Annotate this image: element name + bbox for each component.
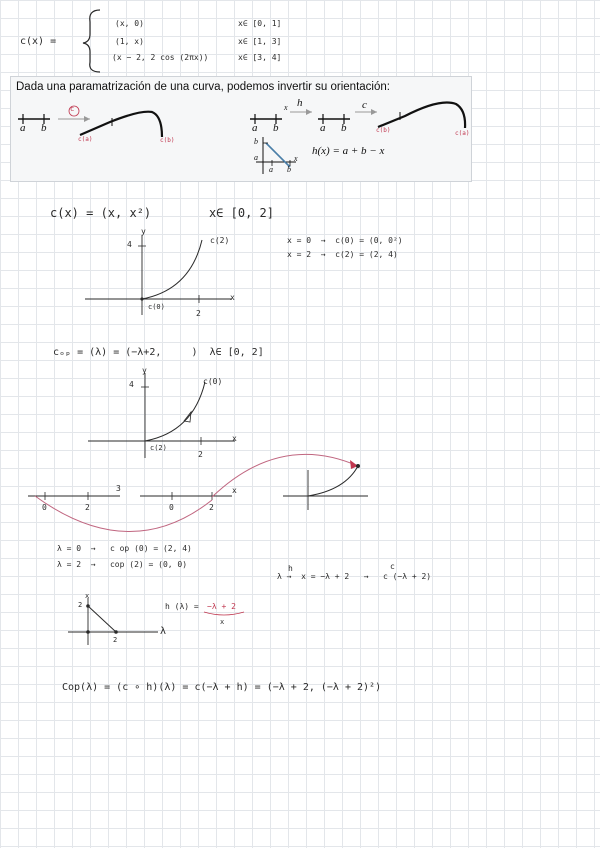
- c-function-label: c(x) =: [20, 36, 57, 47]
- h-definition: h (λ) =: [165, 602, 199, 611]
- graph-2-x-axis: x: [232, 434, 237, 443]
- graph-1-tick-y: 4: [127, 240, 132, 249]
- h-under-label: x: [220, 618, 225, 626]
- triangle-tick-x: 2: [113, 636, 118, 644]
- mid-b-label: b: [341, 122, 347, 134]
- graph-1-y-axis: y: [141, 227, 146, 236]
- graph-a-label: a: [254, 153, 258, 162]
- case-1-domain: x∈ [0, 1]: [238, 19, 282, 28]
- line-label-3: 3: [116, 484, 121, 493]
- graph-2-y-axis: y: [142, 366, 147, 375]
- triangle-lambda: λ: [160, 626, 167, 637]
- graph-1-start-label: c(0): [148, 303, 165, 311]
- h-map-label: h: [297, 97, 303, 109]
- line-label-0: 0: [42, 503, 47, 512]
- mapping-row-1: λ = 0 → c op (0) = (2, 4): [57, 544, 192, 553]
- left-b-label: b: [41, 122, 47, 134]
- left-c-a-label: c(a): [78, 136, 93, 143]
- c-over-arrow: c: [390, 562, 395, 571]
- case-2-expr: (1, x): [115, 37, 144, 46]
- graph-1-x-axis: x: [230, 293, 235, 302]
- graph-2-end-label: c(0): [203, 377, 223, 386]
- triangle-x-axis: x: [85, 592, 90, 600]
- orientation-note-title: Dada una paramatrización de una curva, podemos invertir su orientación:: [16, 81, 390, 93]
- graph-1-end-label: c(2): [210, 236, 230, 245]
- calc-row-1: x = 0 → c(0) = (0, 0²): [287, 236, 403, 245]
- left-a-label: a: [20, 122, 26, 134]
- graph-1-tick-x: 2: [196, 309, 201, 318]
- h-over-arrow: h: [288, 564, 293, 573]
- x-label: x: [284, 103, 288, 112]
- right-b-label: b: [273, 122, 279, 134]
- graph-2-tick-x: 2: [198, 450, 203, 459]
- line-label-2: 2: [85, 503, 90, 512]
- mid-a-label: a: [320, 122, 326, 134]
- case-3-expr: (x − 2, 2 cos (2πx)): [112, 53, 209, 62]
- case-2-domain: x∈ [1, 3]: [238, 37, 282, 46]
- graph-b-tick: b: [287, 165, 291, 174]
- graph-b-label: b: [254, 137, 258, 146]
- curve-definition: c(x) = (x, x²) x∈ [0, 2]: [50, 206, 274, 220]
- mapping-row-2: λ = 2 → cop (2) = (0, 0): [57, 560, 188, 569]
- composition-chain: λ → x = −λ + 2 → c (−λ + 2): [277, 572, 432, 581]
- line-label-x: x: [232, 486, 237, 495]
- reversed-curve-definition: cₒₚ = (λ) = (−λ+2, ) λ∈ [0, 2]: [53, 347, 264, 358]
- final-equation: Cop(λ) = (c ∘ h)(λ) = c(−λ + h) = (−λ + 2, (−λ + 2)²): [62, 682, 382, 693]
- graph-a-tick: a: [269, 165, 273, 174]
- line-label-0b: 0: [169, 503, 174, 512]
- graph-2-tick-y: 4: [129, 380, 134, 389]
- right-a-label: a: [252, 122, 258, 134]
- right-c-a-label: c(b): [376, 127, 391, 134]
- calc-row-2: x = 2 → c(2) = (2, 4): [287, 250, 398, 259]
- case-3-domain: x∈ [3, 4]: [238, 53, 282, 62]
- h-formula: h(x) = a + b − x: [312, 145, 385, 157]
- graph-x-label: x: [294, 154, 298, 163]
- triangle-tick-y: 2: [78, 601, 83, 609]
- right-c-b-label: c(a): [455, 130, 470, 137]
- left-c-b-label: c(b): [160, 137, 175, 144]
- line-label-2b: 2: [209, 503, 214, 512]
- c-map-label: c: [362, 99, 367, 111]
- h-expression: −λ + 2: [207, 602, 236, 611]
- circled-c-label: c: [70, 105, 75, 113]
- graph-2-start-label: c(2): [150, 444, 167, 452]
- case-1-expr: (x, 0): [115, 19, 144, 28]
